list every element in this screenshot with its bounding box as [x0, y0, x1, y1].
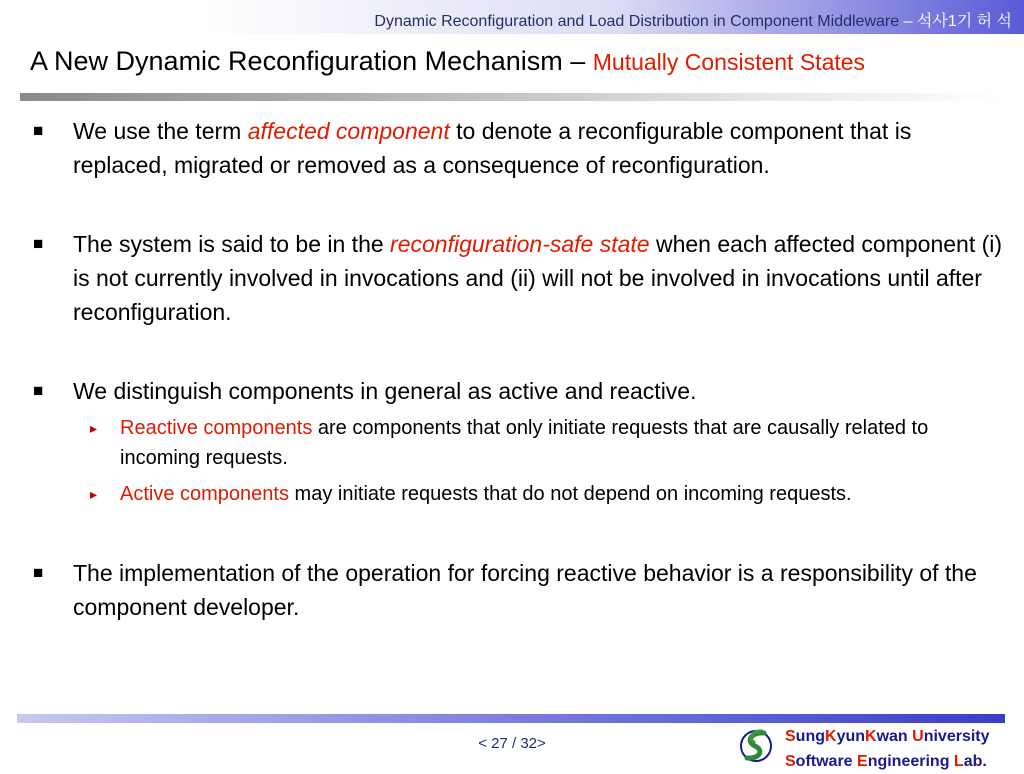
university-line: SungKyunKwan University [785, 728, 990, 745]
bullet-2: ■ The system is said to be in the reconfiguration-safe state when each affected component (i) is not currently involved in invocations and (ii) will not be involved in invocations until after reconfiguration. [73, 227, 1003, 329]
square-bullet-icon: ■ [33, 234, 44, 253]
bullet-4: ■ The implementation of the operation for forcing reactive behavior is a responsibility of the component developer. [73, 556, 1003, 624]
page-number: < 27 / 32> [478, 735, 546, 752]
title-divider [20, 93, 1005, 101]
triangle-bullet-icon: ▸ [90, 486, 98, 502]
term-active-components: Active components [120, 483, 289, 505]
university-logo-icon [740, 726, 774, 764]
triangle-bullet-icon: ▸ [90, 420, 98, 436]
sub-bullet-2: ▸ Active components may initiate requests that do not depend on incoming requests. [120, 479, 1010, 509]
sub-bullet-1: ▸ Reactive components are components that only initiate requests that are causally related to incoming requests. [120, 413, 1010, 473]
square-bullet-icon: ■ [33, 121, 44, 140]
term-affected-component: affected component [247, 118, 450, 144]
bullet-1: ■ We use the term affected component to denote a reconfigurable component that is replaced, migrated or removed as a consequence of reconfiguration. [73, 114, 1003, 182]
slide-title [30, 46, 865, 77]
term-reactive-components: Reactive components [120, 417, 313, 439]
header-text [374, 8, 1012, 31]
bullet-3: ■ We distinguish components in general as active and reactive. [73, 374, 1003, 408]
header-title: Dynamic Reconfiguration and Load Distribution in Component Middleware [374, 13, 900, 30]
slide-title-sub: Mutually Consistent States [592, 49, 866, 75]
term-reconfiguration-safe-state: reconfiguration-safe state [390, 231, 650, 257]
university-name [785, 724, 990, 774]
square-bullet-icon: ■ [33, 563, 44, 582]
slide-title-main: A New Dynamic Reconfiguration Mechanism – [30, 46, 593, 76]
lab-line: Software Engineering Lab. [785, 753, 987, 770]
header-author: – 석사1기 허 석 [903, 13, 1012, 30]
footer-divider [17, 714, 1005, 723]
square-bullet-icon: ■ [33, 381, 44, 400]
